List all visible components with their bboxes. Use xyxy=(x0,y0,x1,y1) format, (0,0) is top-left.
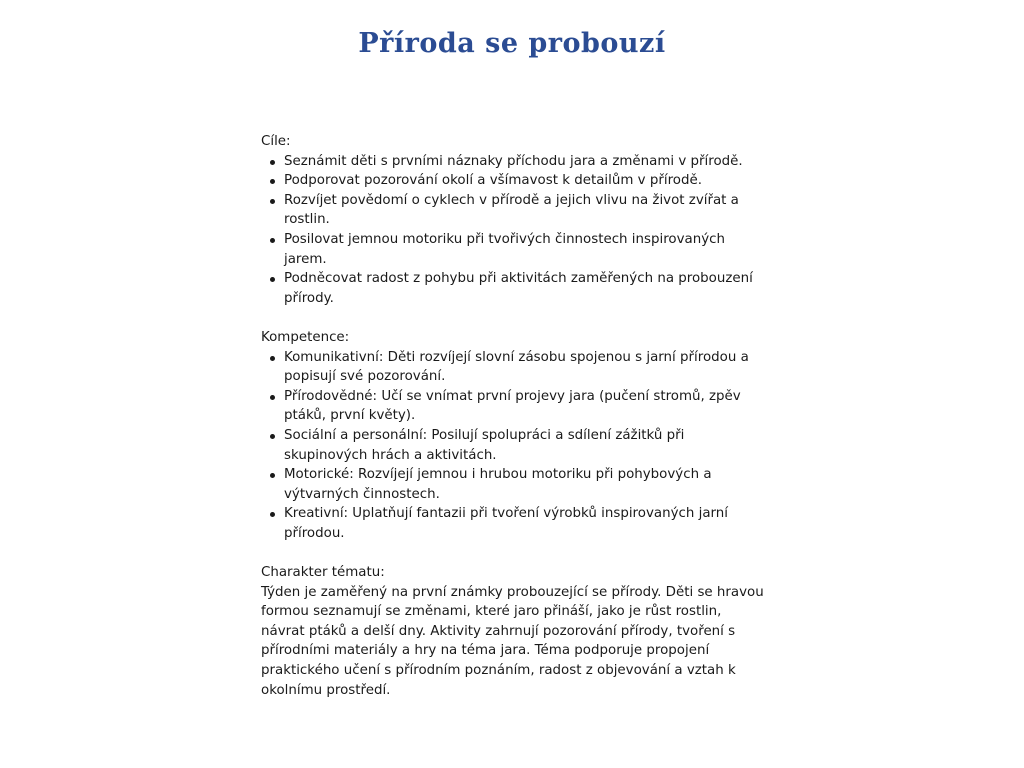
goal-text: Posilovat jemnou motoriku při tvořivých činnostech inspirovaných jarem. xyxy=(284,231,726,267)
bullet-icon xyxy=(270,238,275,243)
bullet-icon xyxy=(270,395,275,400)
goal-text: Rozvíjet povědomí o cyklech v přírodě a jejich vlivu na život zvířat a rostlin. xyxy=(284,192,739,228)
goal-text: Seznámit děti s prvními náznaky příchodu jara a změnami v přírodě. xyxy=(284,153,743,169)
page-title: Příroda se probouzí xyxy=(358,28,666,59)
list-item xyxy=(284,504,766,543)
bullet-icon xyxy=(270,179,275,184)
list-item xyxy=(284,465,766,504)
bullet-icon xyxy=(270,199,275,204)
list-item xyxy=(284,348,766,387)
list-item xyxy=(284,230,766,269)
bullet-icon xyxy=(270,473,275,478)
bullet-icon xyxy=(270,434,275,439)
list-item xyxy=(284,269,766,308)
list-item xyxy=(284,387,766,426)
competence-text: Kreativní: Uplatňují fantazii při tvoření výrobků inspirovaných jarní přírodou. xyxy=(284,506,729,541)
list-item xyxy=(284,171,766,191)
list-item xyxy=(284,426,766,465)
competence-text: Motorické: Rozvíjejí jemnou i hrubou motoriku při pohybových a výtvarných činnostech. xyxy=(284,467,712,502)
bullet-icon xyxy=(270,277,275,282)
goals-label: Cíle: xyxy=(261,134,291,149)
competence-text: Přírodovědné: Učí se vnímat první projevy jara (pučení stromů, zpěv ptáků, první květy). xyxy=(284,388,741,424)
document-body xyxy=(261,132,766,700)
competence-text: Komunikativní: Děti rozvíjejí slovní zásobu spojenou s jarní přírodou a popisují své pozorování. xyxy=(284,349,749,385)
competences-label: Kompetence: xyxy=(261,329,350,345)
character-label: Charakter tématu: xyxy=(261,565,385,581)
list-item xyxy=(284,152,766,172)
bullet-icon xyxy=(270,512,275,517)
goal-text: Podporovat pozorování okolí a všímavost k detailům v přírodě. xyxy=(284,173,702,189)
list-item xyxy=(284,191,766,230)
character-paragraph: Týden je zaměřený na první známky probouzející se přírody. Děti se hravou formou seznamují se změnami, které jaro přináší, jako je růst rostlin, návrat ptáků a delší dny. Aktivity zahrnují pozorování přírody, tvoření s přírodními materiály a hry na téma jara. Téma podporuje propojení praktického učení s přírodním poznáním, radost z objevování a vztah k okolnímu prostředí. xyxy=(261,584,764,698)
bullet-icon xyxy=(270,356,275,361)
bullet-icon xyxy=(270,160,275,165)
goals-list xyxy=(261,152,766,309)
competences-list xyxy=(261,348,766,544)
goal-text: Podněcovat radost z pohybu při aktivitách zaměřených na probouzení přírody. xyxy=(284,271,753,306)
competence-text: Sociální a personální: Posilují spolupráci a sdílení zážitků při skupinových hrách a aktivitách. xyxy=(284,427,685,463)
